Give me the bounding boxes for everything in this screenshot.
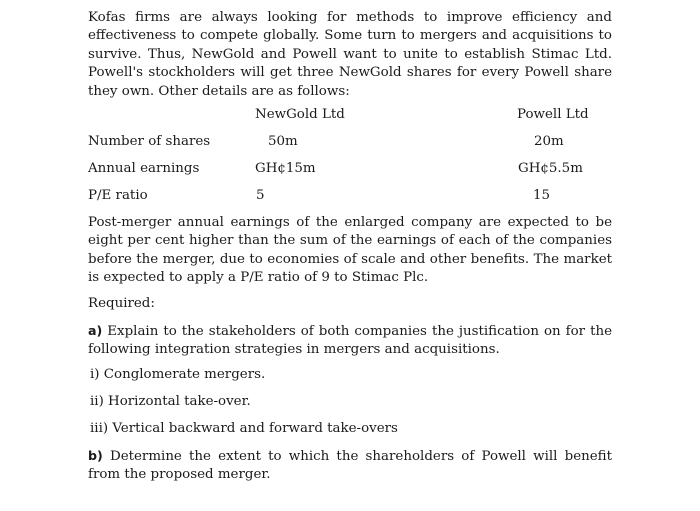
question-b-marker: b) (88, 448, 103, 463)
table-cell-powell: 15 (533, 188, 551, 203)
post-merger-paragraph: Post-merger annual earnings of the enlarged company are expected to be eight per cent higher than the sum of the earnings of each of the companies before the merger, due to economies of scale and other benefits. The market is expected to apply a P/E ratio of 9 to Stimac Plc. (88, 215, 612, 286)
question-b-text: Determine the extent to which the shareholders of Powell will benefit from the proposed merger. (88, 449, 612, 483)
table-cell-powell: 20m (534, 134, 564, 149)
subitem-conglomerate: i) Conglomerate mergers. (90, 367, 266, 382)
question-a (88, 322, 612, 360)
table-cell-powell: GH¢5.5m (518, 161, 583, 176)
intro-paragraph: Kofas firms are always looking for methods to improve efficiency and effectiveness to compete globally. Some turn to mergers and acquisitions to survive. Thus, NewGold and Powell want to unite to establish Stimac Ltd. Powell's stockholders will get three NewGold shares for every Powell share they own. Other details are as follows: (88, 10, 612, 99)
required-heading: Required: (88, 296, 155, 311)
question-b (88, 447, 612, 485)
table-cell-newgold: 50m (268, 134, 298, 149)
table-cell-newgold: GH¢15m (255, 161, 316, 176)
subitem-vertical: iii) Vertical backward and forward take-overs (90, 421, 398, 436)
table-header-powell: Powell Ltd (517, 107, 589, 122)
table-row-label: P/E ratio (88, 188, 148, 203)
table-header-newgold: NewGold Ltd (255, 107, 345, 122)
subitem-horizontal: ii) Horizontal take-over. (90, 394, 251, 409)
table-row-label: Number of shares (88, 134, 211, 149)
table-cell-newgold: 5 (256, 188, 265, 203)
question-a-marker: a) (88, 323, 103, 338)
question-a-text: Explain to the stakeholders of both companies the justification on for the following integration strategies in mergers and acquisitions. (88, 324, 612, 358)
table-row-label: Annual earnings (88, 161, 200, 176)
